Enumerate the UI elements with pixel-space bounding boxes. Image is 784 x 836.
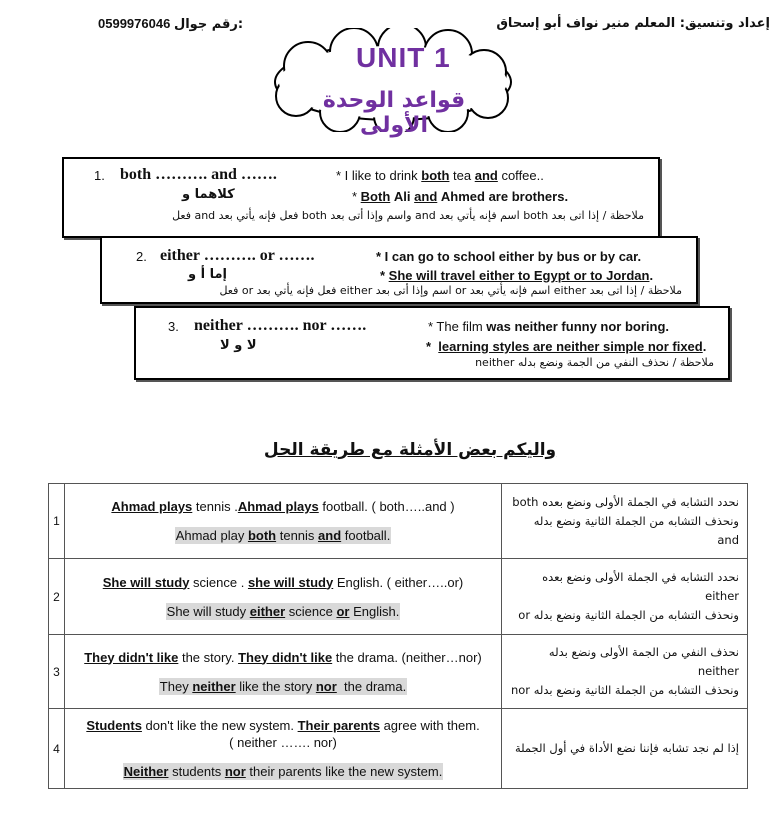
rule-example-2: * learning styles are neither simple nor fixed. <box>426 339 707 354</box>
rule-box-both <box>62 157 660 238</box>
method-line-1: نحدد التشابه في الجملة الأولى ونضع بعده both <box>512 494 739 509</box>
rule-example-1: * The film was neither funny nor boring. <box>428 319 670 334</box>
table-row <box>49 635 748 709</box>
rule-example-1: * I like to drink both tea and coffee.. <box>336 168 544 183</box>
example-method <box>502 559 748 635</box>
method-line-2: ونحذف التشابه من الجملة الثانية ونضع بدله or <box>518 608 739 622</box>
example-method <box>502 484 748 559</box>
example-answer: She will study either science or English. <box>166 603 400 619</box>
rule-note: ملاحظة / إذا اتى بعد both اسم فإنه يأتي بعد and واسم وإذا أتى بعد both فعل فإنه يأتي بعد and فعل <box>172 209 644 222</box>
example-method <box>502 709 748 789</box>
rule-note: ملاحظة / نحذف النفي من الجمة ونضع بدله neither <box>475 356 714 369</box>
rule-arabic-meaning: لا و لا <box>220 338 257 353</box>
example-cell <box>65 559 502 635</box>
rules-title-arabic: قواعد الوحدة الأولى <box>322 88 466 138</box>
examples-heading: واليكم بعض الأمثلة مع طريقة الحل <box>263 440 557 460</box>
example-number: 4 <box>49 709 65 789</box>
method-line-2: ونحذف التشابه من الجملة الثانية ونضع بدله and <box>533 513 739 547</box>
rule-pattern: both ………. and ……. <box>120 166 277 183</box>
example-answer: They neither like the story nor the drama. <box>159 678 407 694</box>
example-question: She will study science . she will study English. ( either…..or) <box>102 574 464 590</box>
rule-box-either <box>100 236 698 304</box>
example-number: 3 <box>49 635 65 709</box>
rule-note: ملاحظة / إذا اتى بعد either اسم فإنه يأتي بعد or اسم وإذا أتى بعد either فعل فإنه يأتي بعد or فعل <box>219 284 682 297</box>
rule-arabic-meaning: كلاهما و <box>182 187 235 202</box>
example-number: 1 <box>49 484 65 559</box>
table-row <box>49 559 748 635</box>
rule-example-2: * She will travel either to Egypt or to Jordan. <box>380 268 654 283</box>
phone-label: رقم جوال: <box>173 17 244 32</box>
example-question: Ahmad plays tennis .Ahmad plays football. ( both…..and ) <box>111 499 455 514</box>
method-line-1: نحدد التشابه في الجملة الأولى ونضع بعده either <box>542 570 739 603</box>
example-method <box>502 635 748 709</box>
author-credit: إعداد وتنسيق: المعلم منير نواف أبو إسحاق <box>496 16 770 31</box>
phone-number: 0599976046 <box>98 16 171 31</box>
rule-number: 1. <box>94 168 105 183</box>
example-question: They didn't like the story. They didn't like the drama. (neither…nor) <box>84 649 482 665</box>
examples-table <box>48 483 748 789</box>
example-cell <box>65 709 502 789</box>
rule-number: 3. <box>168 319 179 334</box>
rule-box-neither <box>134 306 730 380</box>
method-line-1: نحذف النفي من الجمة الأولى ونضع بدله neither <box>548 645 739 678</box>
rule-example-1: * I can go to school either by bus or by car. <box>376 249 642 264</box>
example-answer: Ahmad play both tennis and football. <box>175 528 391 543</box>
example-number: 2 <box>49 559 65 635</box>
rule-number: 2. <box>136 249 147 264</box>
table-row <box>49 709 748 789</box>
rule-arabic-meaning: إما أ و <box>188 267 227 282</box>
example-question: Students don't like the new system. Their parents agree with them. ( neither ……. nor) <box>86 718 480 750</box>
rule-pattern: either ………. or ……. <box>160 247 315 264</box>
unit-title: UNIT 1 <box>356 42 451 73</box>
example-answer: Neither students nor their parents like the new system. <box>123 764 443 779</box>
method-line-1: إذا لم نجد تشابه فإننا نضع الأداة في أول الجملة <box>514 741 739 755</box>
example-cell <box>65 484 502 559</box>
phone-line <box>98 16 243 32</box>
table-row <box>49 484 748 559</box>
example-cell <box>65 635 502 709</box>
rule-pattern: neither ………. nor ……. <box>194 317 367 334</box>
method-line-2: ونحذف التشابه من الجملة الثانية ونضع بدله nor <box>510 683 739 697</box>
rule-example-2: * Both Ali and Ahmed are brothers. <box>352 189 569 204</box>
